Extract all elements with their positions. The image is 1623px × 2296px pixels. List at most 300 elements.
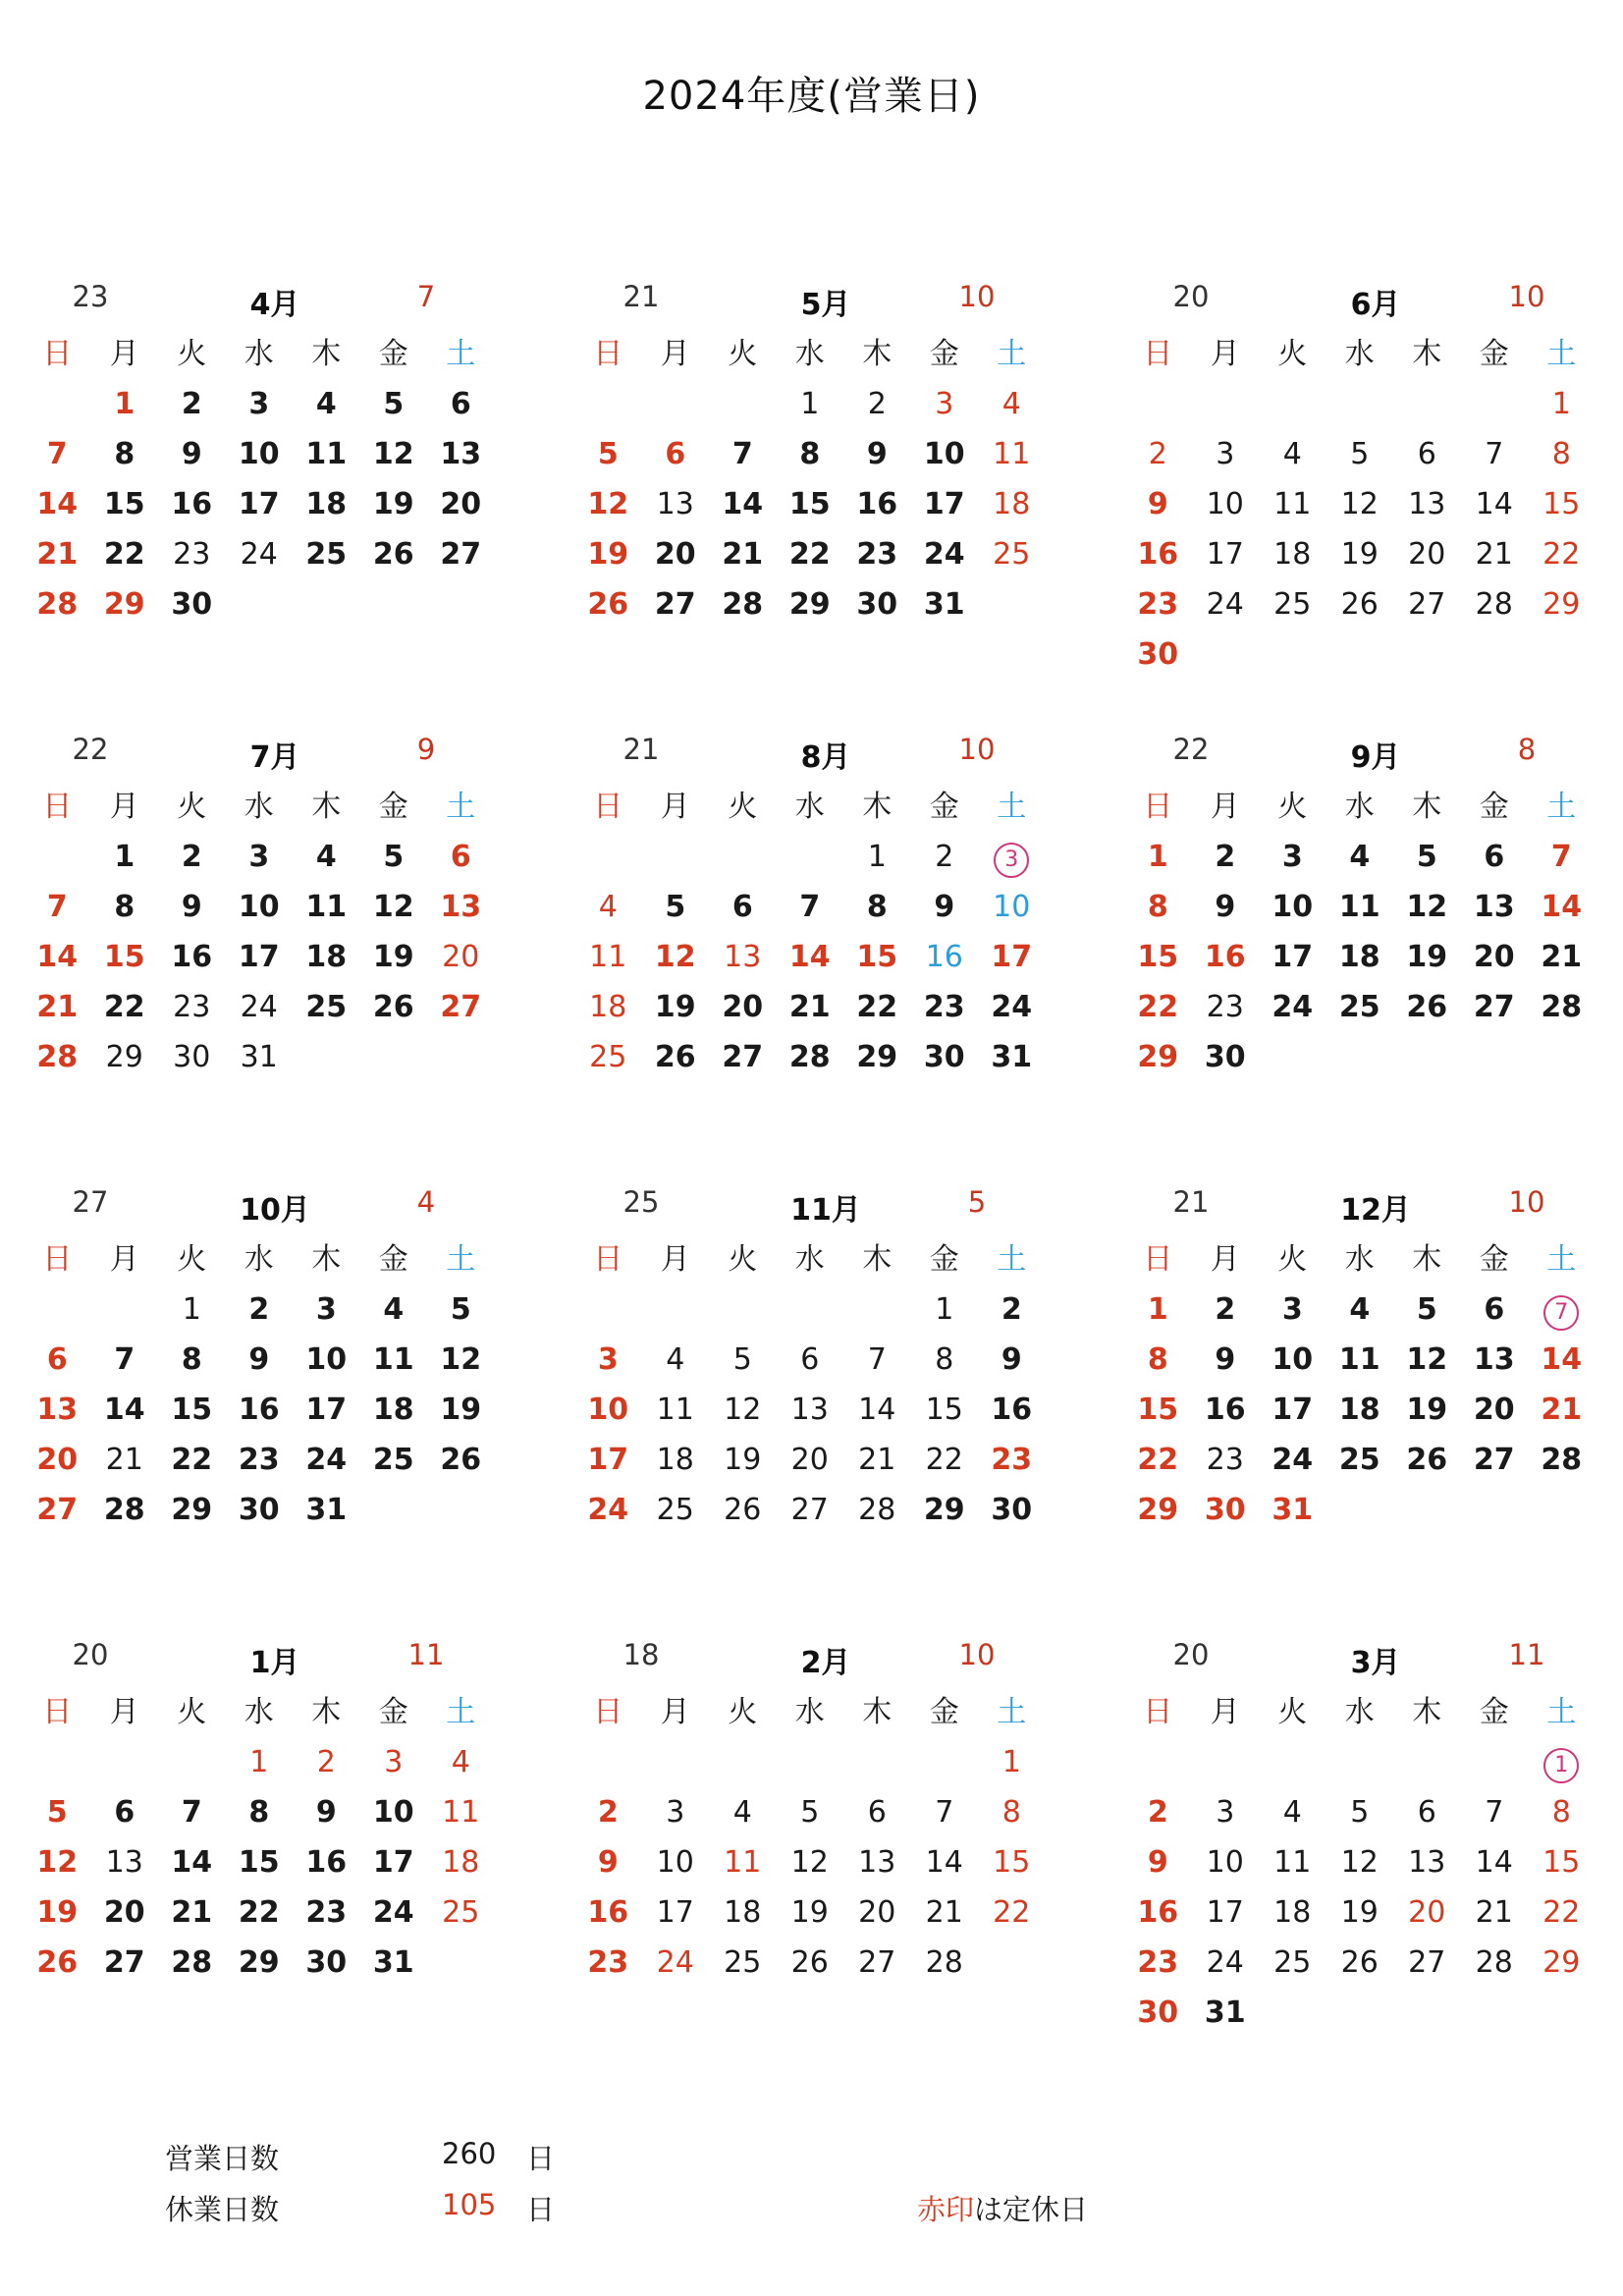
day-cell: 10 <box>238 437 280 471</box>
day-cell: 3 <box>315 1292 337 1327</box>
day-cell: 17 <box>656 1895 694 1930</box>
day-cell: 13 <box>858 1845 896 1880</box>
day-cell: 19 <box>372 940 414 974</box>
week-row <box>1124 1435 1623 1485</box>
week-row <box>24 1285 573 1335</box>
day-cell: 1 <box>935 1292 954 1327</box>
day-cell: 4 <box>1349 1292 1371 1327</box>
day-cell: 3 <box>1281 1292 1303 1327</box>
day-cell: 25 <box>1338 1443 1380 1477</box>
day-cell: 29 <box>923 1493 965 1527</box>
day-cell: 12 <box>440 1342 482 1377</box>
month-2 <box>574 280 1124 629</box>
day-cell: 23 <box>587 1945 629 1980</box>
day-cell: 1 <box>249 1745 269 1779</box>
business-day-count: 21 <box>1172 1185 1210 1219</box>
weekday-header-row <box>574 782 1124 832</box>
closed-days-value: 105 <box>442 2188 497 2221</box>
week-row <box>24 1837 573 1887</box>
weekday-label: 日 <box>593 337 623 371</box>
day-cell: 26 <box>1406 990 1448 1024</box>
day-cell: 9 <box>181 890 202 924</box>
day-cell: 18 <box>305 940 348 974</box>
day-cell: 22 <box>171 1443 213 1477</box>
day-cell: 19 <box>654 990 696 1024</box>
day-cell: 18 <box>1338 1393 1380 1427</box>
day-cell: 1 <box>114 387 135 421</box>
day-cell: 21 <box>788 990 831 1024</box>
day-cell: 11 <box>372 1342 414 1377</box>
day-cell: 16 <box>1204 940 1246 974</box>
day-cell: 27 <box>103 1945 145 1980</box>
weekday-label: 土 <box>446 790 476 824</box>
day-cell: 29 <box>788 587 831 622</box>
month-header <box>574 733 1124 782</box>
day-cell <box>1528 1737 1596 1787</box>
weekday-label: 土 <box>1546 337 1577 371</box>
day-cell: 6 <box>1484 840 1505 874</box>
day-cell: 14 <box>1541 1342 1583 1377</box>
day-cell: 1 <box>1147 840 1168 874</box>
day-cell: 26 <box>587 587 629 622</box>
day-cell: 19 <box>1340 537 1379 572</box>
weekday-label: 土 <box>1546 1695 1577 1729</box>
day-cell: 15 <box>1137 940 1179 974</box>
day-cell: 2 <box>1147 1795 1168 1830</box>
week-row <box>574 429 1124 479</box>
day-cell: 18 <box>656 1443 694 1477</box>
weekday-label: 金 <box>929 1695 959 1729</box>
day-cell: 2 <box>248 1292 270 1327</box>
day-cell: 11 <box>724 1845 762 1880</box>
day-cell: 28 <box>722 587 764 622</box>
weekday-label: 日 <box>1143 1695 1173 1729</box>
day-cell: 10 <box>372 1795 414 1830</box>
day-cell: 14 <box>36 940 79 974</box>
day-cell: 11 <box>1338 890 1380 924</box>
day-cell: 3 <box>1281 840 1303 874</box>
week-row <box>1124 1485 1623 1535</box>
week-row <box>574 982 1124 1032</box>
day-cell: 22 <box>1137 1443 1179 1477</box>
week-row <box>1124 579 1623 629</box>
day-cell: 7 <box>181 1795 202 1830</box>
weekday-label: 土 <box>446 1695 476 1729</box>
day-cell: 6 <box>665 437 686 471</box>
weekday-label: 火 <box>1277 337 1308 371</box>
day-cell: 13 <box>36 1393 79 1427</box>
day-cell: 16 <box>587 1895 629 1930</box>
legend-red-mark: 赤印 <box>917 2193 975 2226</box>
day-cell: 30 <box>1204 1040 1246 1074</box>
day-cell: 3 <box>597 1342 619 1377</box>
day-cell: 29 <box>103 587 145 622</box>
footer-stats <box>165 2137 656 2225</box>
day-cell: 16 <box>1137 1895 1179 1930</box>
week-row <box>24 932 573 982</box>
weekday-label: 金 <box>929 337 959 371</box>
weekday-label: 木 <box>311 790 342 824</box>
business-day-count: 20 <box>1172 1638 1210 1671</box>
weekday-label: 月 <box>109 790 139 824</box>
day-cell: 11 <box>656 1393 694 1427</box>
closed-day-count: 10 <box>1508 1185 1545 1219</box>
month-8 <box>574 1185 1124 1535</box>
day-cell: 19 <box>587 537 629 572</box>
business-days-row <box>165 2137 656 2180</box>
day-cell: 7 <box>935 1795 954 1830</box>
business-days-value: 260 <box>442 2137 497 2170</box>
day-cell: 22 <box>1542 537 1581 572</box>
day-cell: 27 <box>36 1493 79 1527</box>
day-cell: 5 <box>1416 1292 1437 1327</box>
day-cell: 29 <box>171 1493 213 1527</box>
weekday-header-row <box>574 1234 1124 1285</box>
day-cell: 7 <box>799 890 821 924</box>
week-row <box>1124 1988 1623 2038</box>
day-cell: 24 <box>240 990 278 1024</box>
month-header <box>574 1638 1124 1687</box>
week-row <box>24 882 573 932</box>
day-cell: 30 <box>923 1040 965 1074</box>
day-cell: 7 <box>46 890 68 924</box>
day-cell: 28 <box>1541 1443 1583 1477</box>
weekday-label: 金 <box>378 1695 408 1729</box>
weekday-label: 水 <box>243 1695 274 1729</box>
day-cell: 28 <box>925 1945 963 1980</box>
business-day-count: 27 <box>72 1185 109 1219</box>
closed-day-count: 8 <box>1517 733 1537 766</box>
day-cell: 18 <box>1273 1895 1312 1930</box>
weekday-label: 金 <box>378 790 408 824</box>
week-row <box>1124 882 1623 932</box>
day-cell: 16 <box>856 487 898 521</box>
closed-day-count: 10 <box>958 280 996 313</box>
day-cell: 14 <box>1541 890 1583 924</box>
day-cell: 31 <box>240 1040 278 1074</box>
day-cell: 13 <box>440 890 482 924</box>
day-cell: 8 <box>866 890 888 924</box>
week-row <box>574 1285 1124 1335</box>
month-5 <box>574 733 1124 1082</box>
week-row <box>24 529 573 579</box>
day-cell: 6 <box>450 387 471 421</box>
day-cell: 7 <box>1485 437 1504 471</box>
weekday-label: 火 <box>177 1242 207 1277</box>
day-cell: 16 <box>1137 537 1179 572</box>
day-cell: 5 <box>1350 437 1370 471</box>
day-cell: 6 <box>1417 437 1436 471</box>
month-4 <box>24 733 573 1082</box>
weekday-header-row <box>574 329 1124 379</box>
day-cell: 30 <box>856 587 898 622</box>
week-row <box>24 1335 573 1385</box>
weekday-label: 日 <box>593 1695 623 1729</box>
month-name: 8月 <box>800 740 851 775</box>
week-row <box>24 579 573 629</box>
day-cell: 21 <box>1541 1393 1583 1427</box>
day-cell: 25 <box>724 1945 762 1980</box>
day-cell: 31 <box>1271 1493 1314 1527</box>
day-cell: 18 <box>589 990 627 1024</box>
week-row <box>574 579 1124 629</box>
closed-day-count: 4 <box>416 1185 436 1219</box>
business-day-count: 23 <box>72 280 109 313</box>
day-cell: 21 <box>171 1895 213 1930</box>
day-cell: 22 <box>1137 990 1179 1024</box>
day-cell: 15 <box>103 487 145 521</box>
day-cell: 25 <box>1273 587 1312 622</box>
weekday-label: 水 <box>1344 1242 1375 1277</box>
day-cell: 29 <box>238 1945 280 1980</box>
day-cell <box>1528 1285 1596 1335</box>
day-cell: 8 <box>114 890 135 924</box>
month-9 <box>1124 1185 1623 1535</box>
day-cell: 11 <box>305 437 348 471</box>
day-cell: 9 <box>597 1845 619 1880</box>
day-cell: 13 <box>1473 1342 1515 1377</box>
month-header <box>1124 1185 1623 1234</box>
day-cell: 20 <box>103 1895 145 1930</box>
day-cell: 19 <box>790 1895 829 1930</box>
month-header <box>1124 1638 1623 1687</box>
week-row <box>24 982 573 1032</box>
legend <box>917 2188 1212 2231</box>
day-cell: 18 <box>1273 537 1312 572</box>
weekday-label: 日 <box>42 1695 73 1729</box>
weekday-label: 金 <box>929 1242 959 1277</box>
weekday-label: 火 <box>1277 1695 1308 1729</box>
week-row <box>24 429 573 479</box>
day-cell: 5 <box>383 387 405 421</box>
weekday-label: 火 <box>1277 1242 1308 1277</box>
weekday-label: 木 <box>862 790 893 824</box>
day-cell: 20 <box>790 1443 829 1477</box>
weekday-label: 土 <box>997 337 1027 371</box>
day-cell: 16 <box>171 940 213 974</box>
day-cell: 14 <box>788 940 831 974</box>
weekday-label: 木 <box>311 337 342 371</box>
week-row <box>574 1435 1124 1485</box>
circled-day: 7 <box>1543 1295 1579 1331</box>
month-header <box>1124 733 1623 782</box>
day-cell: 20 <box>440 487 482 521</box>
day-cell: 13 <box>656 487 694 521</box>
day-cell: 12 <box>1340 1845 1379 1880</box>
weekday-label: 金 <box>1479 1695 1509 1729</box>
day-cell: 29 <box>1137 1040 1179 1074</box>
weekday-header-row <box>1124 1234 1623 1285</box>
month-name: 2月 <box>800 1646 851 1680</box>
day-cell: 16 <box>171 487 213 521</box>
weekday-label: 火 <box>728 1695 758 1729</box>
day-cell: 20 <box>722 990 764 1024</box>
month-name: 3月 <box>1350 1646 1401 1680</box>
weekday-label: 日 <box>42 790 73 824</box>
day-cell: 17 <box>587 1443 629 1477</box>
day-cell: 19 <box>1340 1895 1379 1930</box>
day-cell: 23 <box>1137 587 1179 622</box>
weekday-label: 木 <box>1412 337 1442 371</box>
day-cell: 5 <box>450 1292 471 1327</box>
day-cell: 17 <box>991 940 1033 974</box>
day-cell: 1 <box>1001 1745 1021 1779</box>
day-cell: 16 <box>991 1393 1033 1427</box>
week-row <box>1124 1887 1623 1938</box>
week-row <box>574 1385 1124 1435</box>
month-name: 9月 <box>1350 740 1401 775</box>
day-cell: 20 <box>654 537 696 572</box>
day-cell: 12 <box>1406 890 1448 924</box>
day-cell: 29 <box>1542 1945 1581 1980</box>
day-cell: 25 <box>656 1493 694 1527</box>
day-cell: 19 <box>36 1895 79 1930</box>
day-cell: 5 <box>1350 1795 1370 1830</box>
day-cell: 4 <box>732 1795 752 1830</box>
month-header <box>574 280 1124 329</box>
day-cell: 28 <box>36 1040 79 1074</box>
day-cell: 13 <box>1473 890 1515 924</box>
day-cell: 21 <box>1475 537 1513 572</box>
day-cell: 18 <box>442 1845 480 1880</box>
day-cell: 17 <box>923 487 965 521</box>
week-row <box>574 932 1124 982</box>
day-cell: 17 <box>1271 1393 1314 1427</box>
weekday-label: 水 <box>1344 1695 1375 1729</box>
day-cell: 24 <box>991 990 1033 1024</box>
day-cell: 26 <box>1406 1443 1448 1477</box>
week-row <box>1124 1032 1623 1082</box>
day-cell: 12 <box>654 940 696 974</box>
page-title: 2024年度(営業日) <box>642 74 981 119</box>
day-cell: 12 <box>587 487 629 521</box>
day-cell: 1 <box>800 387 820 421</box>
day-cell: 11 <box>305 890 348 924</box>
day-cell: 27 <box>440 537 482 572</box>
day-cell: 6 <box>800 1342 820 1377</box>
day-cell: 22 <box>993 1895 1031 1930</box>
day-cell: 8 <box>799 437 821 471</box>
month-header <box>24 280 573 329</box>
day-cell: 3 <box>248 387 270 421</box>
weekday-header-row <box>24 782 573 832</box>
month-header <box>1124 280 1623 329</box>
day-cell: 9 <box>934 890 955 924</box>
day-cell: 6 <box>731 890 753 924</box>
day-cell: 6 <box>46 1342 68 1377</box>
day-cell: 17 <box>1206 537 1244 572</box>
day-cell: 12 <box>790 1845 829 1880</box>
day-cell: 20 <box>858 1895 896 1930</box>
day-cell: 25 <box>589 1040 627 1074</box>
week-row <box>24 1385 573 1435</box>
weekday-label: 水 <box>243 790 274 824</box>
weekday-label: 水 <box>1344 337 1375 371</box>
weekday-header-row <box>24 1687 573 1737</box>
day-cell: 15 <box>856 940 898 974</box>
day-cell: 23 <box>173 990 211 1024</box>
day-cell: 4 <box>315 387 337 421</box>
day-cell: 14 <box>1475 1845 1513 1880</box>
week-row <box>1124 932 1623 982</box>
month-11 <box>574 1638 1124 1988</box>
day-cell: 17 <box>238 487 280 521</box>
day-cell: 5 <box>383 840 405 874</box>
day-cell: 21 <box>1541 940 1583 974</box>
week-row <box>574 379 1124 429</box>
day-cell: 9 <box>1001 1342 1022 1377</box>
day-cell: 11 <box>1273 487 1312 521</box>
day-cell: 25 <box>305 990 348 1024</box>
weekday-label: 水 <box>243 1242 274 1277</box>
day-cell: 11 <box>442 1795 480 1830</box>
day-cell: 30 <box>991 1493 1033 1527</box>
day-cell: 18 <box>724 1895 762 1930</box>
month-header <box>574 1185 1124 1234</box>
week-row <box>24 1435 573 1485</box>
day-cell: 24 <box>923 537 965 572</box>
day-cell: 25 <box>442 1895 480 1930</box>
day-cell: 16 <box>238 1393 280 1427</box>
day-cell: 9 <box>315 1795 337 1830</box>
weekday-label: 月 <box>1210 1242 1240 1277</box>
day-cell: 24 <box>240 537 278 572</box>
day-cell: 9 <box>1147 1845 1168 1880</box>
day-cell: 30 <box>305 1945 348 1980</box>
day-cell: 22 <box>238 1895 280 1930</box>
business-day-count: 20 <box>1172 280 1210 313</box>
weekday-label: 日 <box>593 1242 623 1277</box>
day-cell: 10 <box>1206 487 1244 521</box>
day-cell: 17 <box>238 940 280 974</box>
weekday-label: 月 <box>660 790 690 824</box>
day-cell: 25 <box>993 537 1031 572</box>
day-cell: 8 <box>1551 1795 1571 1830</box>
day-cell: 6 <box>114 1795 135 1830</box>
day-cell: 14 <box>1475 487 1513 521</box>
weekday-header-row <box>1124 1687 1623 1737</box>
day-cell: 2 <box>867 387 887 421</box>
weekday-label: 土 <box>997 1242 1027 1277</box>
week-row <box>574 882 1124 932</box>
day-cell: 8 <box>1001 1795 1021 1830</box>
day-cell: 24 <box>1206 1945 1244 1980</box>
day-cell: 9 <box>1215 1342 1236 1377</box>
week-row <box>574 1737 1124 1787</box>
weekday-label: 木 <box>862 1242 893 1277</box>
month-name: 12月 <box>1340 1193 1411 1228</box>
week-row <box>1124 1737 1623 1787</box>
day-cell: 24 <box>587 1493 629 1527</box>
day-cell: 17 <box>372 1845 414 1880</box>
day-cell: 10 <box>305 1342 348 1377</box>
day-cell: 24 <box>305 1443 348 1477</box>
day-cell: 26 <box>724 1493 762 1527</box>
day-cell: 9 <box>181 437 202 471</box>
month-header <box>24 1638 573 1687</box>
business-days-unit: 日 <box>526 2142 556 2175</box>
day-cell: 26 <box>372 537 414 572</box>
day-cell: 3 <box>1216 437 1235 471</box>
day-cell: 27 <box>722 1040 764 1074</box>
day-cell: 8 <box>114 437 135 471</box>
day-cell: 25 <box>372 1443 414 1477</box>
day-cell: 22 <box>1542 1895 1581 1930</box>
weekday-label: 水 <box>1344 790 1375 824</box>
day-cell: 14 <box>171 1845 213 1880</box>
day-cell: 26 <box>440 1443 482 1477</box>
day-cell: 2 <box>597 1795 619 1830</box>
